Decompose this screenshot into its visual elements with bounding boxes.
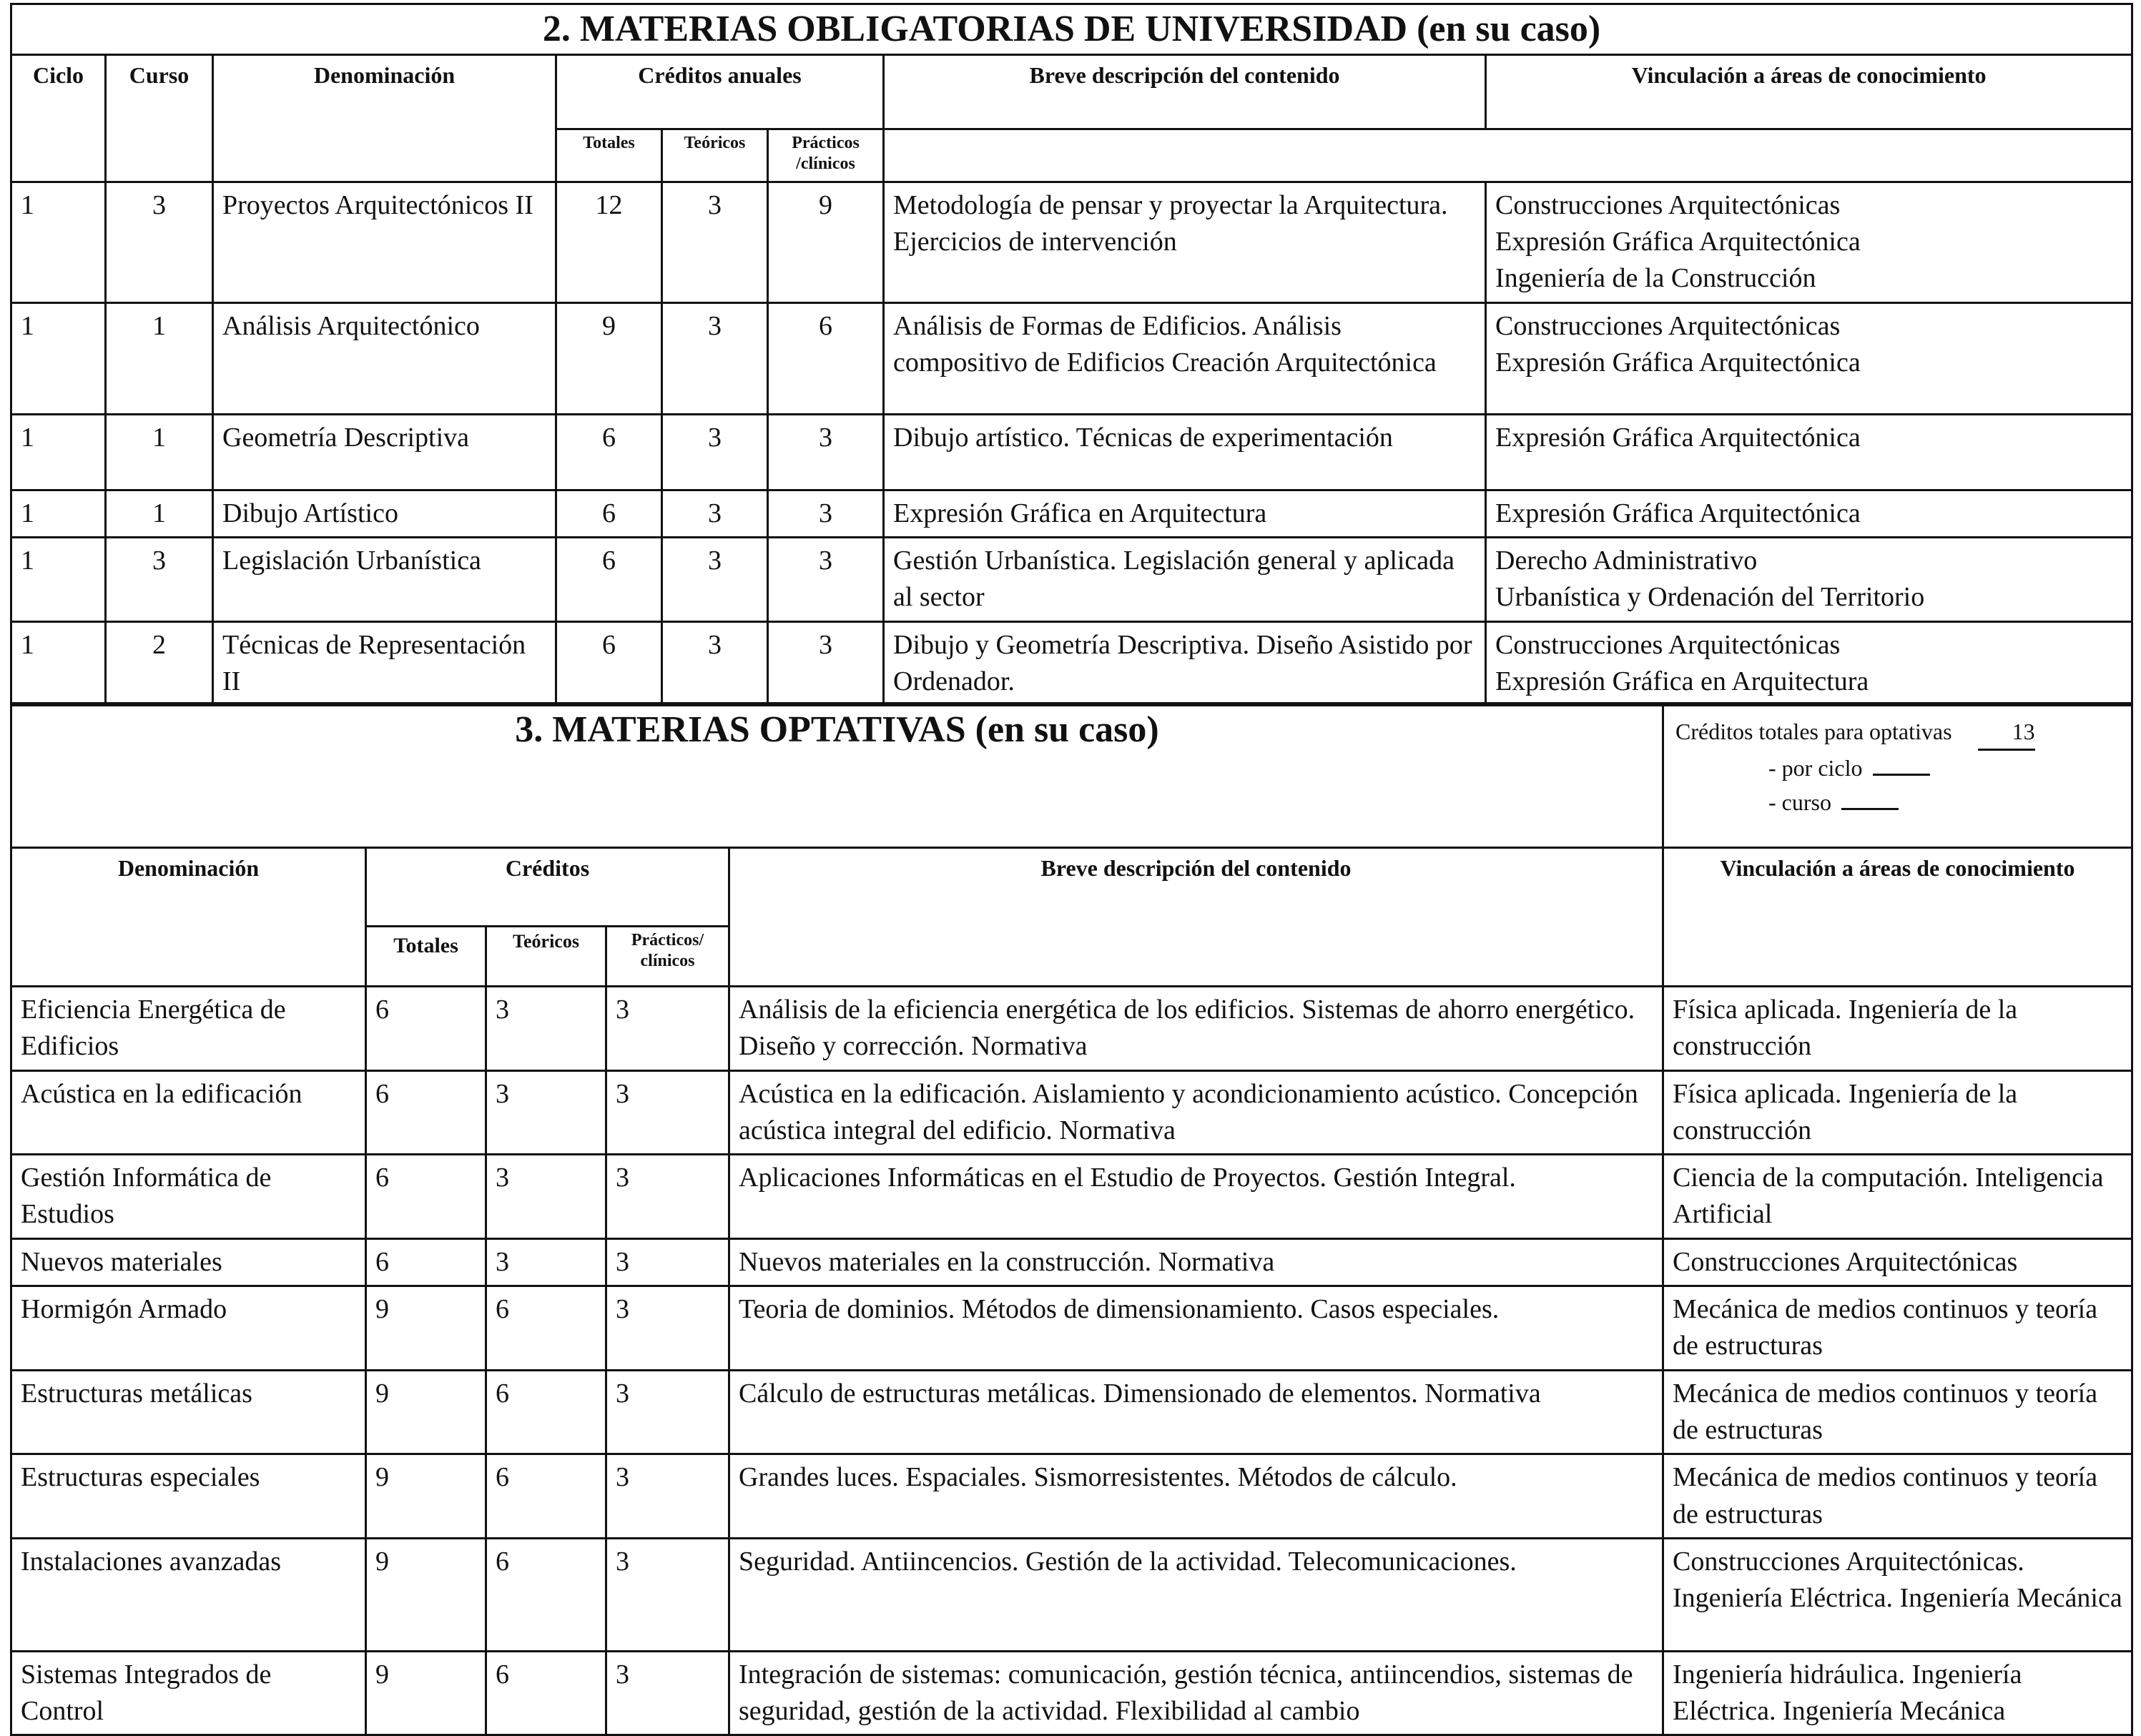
header-totales: Totales bbox=[366, 927, 486, 987]
table-row bbox=[11, 1370, 2132, 1454]
cell-totales: 9 bbox=[556, 302, 662, 414]
cell-vinculacion: Ciencia de la computación. Inteligencia Artificial bbox=[1663, 1155, 2132, 1239]
table-row bbox=[11, 987, 2132, 1071]
cell-totales: 6 bbox=[366, 1155, 486, 1239]
table-row bbox=[11, 182, 2132, 302]
cell-practicos: 3 bbox=[606, 1155, 729, 1239]
cell-practicos: 3 bbox=[768, 621, 884, 706]
area-line: Expresión Gráfica Arquitectónica bbox=[1495, 422, 1861, 453]
area-line: Ingeniería de la Construcción bbox=[1495, 263, 1816, 294]
cell-teoricos: 3 bbox=[486, 1238, 606, 1286]
cell-descripcion: Teoria de dominios. Métodos de dimensionamiento. Casos especiales. bbox=[729, 1286, 1663, 1371]
cell-practicos: 3 bbox=[606, 1238, 729, 1286]
cell-practicos: 3 bbox=[606, 1286, 729, 1371]
header-vinculacion: Vinculación a áreas de conocimiento bbox=[1663, 848, 2132, 987]
cell-denominacion: Instalaciones avanzadas bbox=[11, 1538, 366, 1651]
cell-teoricos: 3 bbox=[486, 1070, 606, 1155]
cell-practicos: 3 bbox=[606, 1370, 729, 1454]
cell-ciclo: 1 bbox=[11, 621, 106, 706]
optativas-credits-box bbox=[1663, 704, 2132, 848]
cell-denominacion: Técnicas de Representación II bbox=[213, 621, 556, 706]
cell-totales: 9 bbox=[366, 1651, 486, 1735]
cell-totales: 9 bbox=[366, 1454, 486, 1539]
cell-curso: 1 bbox=[106, 414, 213, 490]
cell-denominacion: Proyectos Arquitectónicos II bbox=[213, 182, 556, 302]
area-line: Expresión Gráfica Arquitectónica bbox=[1495, 347, 1861, 378]
optativas-total-label: Créditos totales para optativas bbox=[1675, 719, 1952, 744]
cell-descripcion: Análisis de Formas de Edificios. Análisis compositivo de Edificios Creación Arquitectónica bbox=[884, 302, 1486, 414]
cell-totales: 6 bbox=[366, 987, 486, 1071]
ciclo-blank bbox=[1873, 751, 1930, 776]
cell-vinculacion: Construcciones Arquitectónicas. Ingeniería Eléctrica. Ingeniería Mecánica bbox=[1663, 1538, 2132, 1651]
cell-practicos: 3 bbox=[606, 1070, 729, 1155]
header-curso: Curso bbox=[106, 54, 213, 182]
cell-totales: 6 bbox=[366, 1070, 486, 1155]
area-line: Expresión Gráfica Arquitectónica bbox=[1495, 498, 1861, 528]
cell-practicos: 3 bbox=[768, 537, 884, 621]
section3-title: 3. MATERIAS OPTATIVAS (en su caso) bbox=[11, 704, 1663, 848]
cell-denominacion: Nuevos materiales bbox=[11, 1238, 366, 1286]
table-row bbox=[11, 1155, 2132, 1239]
header-blank bbox=[884, 129, 2132, 182]
header-descripcion: Breve descripción del contenido bbox=[729, 848, 1663, 987]
cell-vinculacion bbox=[1486, 490, 2132, 537]
cell-vinculacion bbox=[1486, 182, 2132, 302]
table-row bbox=[11, 490, 2132, 537]
cell-denominacion: Estructuras especiales bbox=[11, 1454, 366, 1539]
table-row bbox=[11, 1238, 2132, 1286]
cell-curso: 1 bbox=[106, 302, 213, 414]
cell-totales: 6 bbox=[556, 490, 662, 537]
header-totales: Totales bbox=[556, 129, 662, 182]
header-teoricos: Teóricos bbox=[662, 129, 768, 182]
cell-practicos: 3 bbox=[606, 987, 729, 1071]
curso-blank bbox=[1841, 785, 1899, 810]
cell-descripcion: Análisis de la eficiencia energética de los edificios. Sistemas de ahorro energético. Diseño y corrección. Normativa bbox=[729, 987, 1663, 1071]
cell-descripcion: Aplicaciones Informáticas en el Estudio de Proyectos. Gestión Integral. bbox=[729, 1155, 1663, 1239]
cell-vinculacion bbox=[1486, 621, 2132, 706]
cell-denominacion: Hormigón Armado bbox=[11, 1286, 366, 1371]
cell-teoricos: 3 bbox=[486, 987, 606, 1071]
optativas-curso-label: - curso bbox=[1768, 789, 1831, 815]
cell-practicos: 3 bbox=[606, 1454, 729, 1539]
cell-practicos: 3 bbox=[606, 1538, 729, 1651]
header-denominacion: Denominación bbox=[11, 848, 366, 987]
materias-obligatorias-table bbox=[10, 3, 2133, 706]
table-row bbox=[11, 414, 2132, 490]
cell-vinculacion: Construcciones Arquitectónicas bbox=[1663, 1238, 2132, 1286]
area-line: Expresión Gráfica Arquitectónica bbox=[1495, 227, 1861, 257]
cell-ciclo: 1 bbox=[11, 302, 106, 414]
cell-descripcion: Dibujo artístico. Técnicas de experimentación bbox=[884, 414, 1486, 490]
cell-teoricos: 6 bbox=[486, 1370, 606, 1454]
area-line: Expresión Gráfica en Arquitectura bbox=[1495, 666, 1869, 696]
cell-vinculacion bbox=[1486, 414, 2132, 490]
cell-teoricos: 6 bbox=[486, 1651, 606, 1735]
header-practicos: Prácticos/ clínicos bbox=[606, 927, 729, 987]
area-line: Construcciones Arquitectónicas bbox=[1495, 629, 1841, 660]
cell-teoricos: 6 bbox=[486, 1286, 606, 1371]
area-line: Construcciones Arquitectónicas bbox=[1495, 310, 1841, 341]
cell-ciclo: 1 bbox=[11, 490, 106, 537]
cell-vinculacion: Física aplicada. Ingeniería de la construcción bbox=[1663, 987, 2132, 1071]
cell-totales: 9 bbox=[366, 1370, 486, 1454]
table-row bbox=[11, 1651, 2132, 1735]
cell-teoricos: 3 bbox=[662, 537, 768, 621]
cell-practicos: 3 bbox=[606, 1651, 729, 1735]
table-row bbox=[11, 302, 2132, 414]
cell-vinculacion: Mecánica de medios continuos y teoría de estructuras bbox=[1663, 1370, 2132, 1454]
table-row bbox=[11, 1538, 2132, 1651]
cell-descripcion: Seguridad. Antiincencios. Gestión de la actividad. Telecomunicaciones. bbox=[729, 1538, 1663, 1651]
cell-ciclo: 1 bbox=[11, 537, 106, 621]
cell-totales: 6 bbox=[556, 537, 662, 621]
cell-curso: 2 bbox=[106, 621, 213, 706]
header-creditos-anuales: Créditos anuales bbox=[556, 54, 884, 129]
header-teoricos: Teóricos bbox=[486, 927, 606, 987]
header-vinculacion: Vinculación a áreas de conocimiento bbox=[1486, 54, 2132, 129]
header-ciclo: Ciclo bbox=[11, 54, 106, 182]
area-line: Construcciones Arquitectónicas bbox=[1495, 189, 1841, 220]
cell-curso: 1 bbox=[106, 490, 213, 537]
cell-descripcion: Cálculo de estructuras metálicas. Dimensionado de elementos. Normativa bbox=[729, 1370, 1663, 1454]
table-row bbox=[11, 1454, 2132, 1539]
cell-teoricos: 6 bbox=[486, 1538, 606, 1651]
cell-denominacion: Dibujo Artístico bbox=[213, 490, 556, 537]
header-creditos: Créditos bbox=[366, 848, 729, 927]
table-row bbox=[11, 537, 2132, 621]
cell-teoricos: 3 bbox=[662, 490, 768, 537]
cell-teoricos: 3 bbox=[662, 621, 768, 706]
cell-descripcion: Metodología de pensar y proyectar la Arquitectura. Ejercicios de intervención bbox=[884, 182, 1486, 302]
table-row bbox=[11, 1070, 2132, 1155]
cell-totales: 9 bbox=[366, 1538, 486, 1651]
cell-curso: 3 bbox=[106, 537, 213, 621]
cell-vinculacion bbox=[1486, 537, 2132, 621]
cell-teoricos: 6 bbox=[486, 1454, 606, 1539]
cell-totales: 6 bbox=[556, 414, 662, 490]
table-row bbox=[11, 1286, 2132, 1371]
cell-descripcion: Expresión Gráfica en Arquitectura bbox=[884, 490, 1486, 537]
cell-vinculacion: Física aplicada. Ingeniería de la construcción bbox=[1663, 1070, 2132, 1155]
cell-totales: 12 bbox=[556, 182, 662, 302]
cell-denominacion: Estructuras metálicas bbox=[11, 1370, 366, 1454]
area-line: Derecho Administrativo bbox=[1495, 545, 1758, 576]
cell-curso: 3 bbox=[106, 182, 213, 302]
header-denominacion: Denominación bbox=[213, 54, 556, 182]
cell-teoricos: 3 bbox=[662, 414, 768, 490]
cell-vinculacion: Ingeniería hidráulica. Ingeniería Eléctrica. Ingeniería Mecánica bbox=[1663, 1651, 2132, 1735]
cell-denominacion: Eficiencia Energética de Edificios bbox=[11, 987, 366, 1071]
cell-descripcion: Gestión Urbanística. Legislación general y aplicada al sector bbox=[884, 537, 1486, 621]
cell-ciclo: 1 bbox=[11, 182, 106, 302]
cell-teoricos: 3 bbox=[662, 182, 768, 302]
cell-descripcion: Grandes luces. Espaciales. Sismorresistentes. Métodos de cálculo. bbox=[729, 1454, 1663, 1539]
cell-denominacion: Acústica en la edificación bbox=[11, 1070, 366, 1155]
area-line: Urbanística y Ordenación del Territorio bbox=[1495, 582, 1925, 613]
cell-practicos: 3 bbox=[768, 490, 884, 537]
cell-vinculacion bbox=[1486, 302, 2132, 414]
cell-descripcion: Integración de sistemas: comunicación, gestión técnica, antiincendios, sistemas de seguridad, gestión de la actividad. Flexibilidad al cambio bbox=[729, 1651, 1663, 1735]
cell-totales: 9 bbox=[366, 1286, 486, 1371]
cell-descripcion: Nuevos materiales en la construcción. Normativa bbox=[729, 1238, 1663, 1286]
cell-descripcion: Acústica en la edificación. Aislamiento y acondicionamiento acústico. Concepción acústica integral del edificio. Normativa bbox=[729, 1070, 1663, 1155]
cell-vinculacion: Mecánica de medios continuos y teoría de estructuras bbox=[1663, 1454, 2132, 1539]
table-row bbox=[11, 621, 2132, 706]
cell-denominacion: Sistemas Integrados de Control bbox=[11, 1651, 366, 1735]
materias-optativas-table bbox=[10, 702, 2133, 1736]
cell-descripcion: Dibujo y Geometría Descriptiva. Diseño Asistido por Ordenador. bbox=[884, 621, 1486, 706]
cell-denominacion: Análisis Arquitectónico bbox=[213, 302, 556, 414]
cell-totales: 6 bbox=[556, 621, 662, 706]
header-practicos: Prácticos /clínicos bbox=[768, 129, 884, 182]
cell-totales: 6 bbox=[366, 1238, 486, 1286]
optativas-ciclo-label: - por ciclo bbox=[1768, 755, 1863, 781]
cell-ciclo: 1 bbox=[11, 414, 106, 490]
cell-teoricos: 3 bbox=[486, 1155, 606, 1239]
header-descripcion: Breve descripción del contenido bbox=[884, 54, 1486, 129]
cell-practicos: 6 bbox=[768, 302, 884, 414]
section2-title: 2. MATERIAS OBLIGATORIAS DE UNIVERSIDAD (en su caso) bbox=[11, 4, 2132, 55]
cell-denominacion: Geometría Descriptiva bbox=[213, 414, 556, 490]
cell-teoricos: 3 bbox=[662, 302, 768, 414]
cell-denominacion: Legislación Urbanística bbox=[213, 537, 556, 621]
cell-practicos: 9 bbox=[768, 182, 884, 302]
cell-practicos: 3 bbox=[768, 414, 884, 490]
optativas-total-value: 13 bbox=[1978, 714, 2035, 751]
cell-vinculacion: Mecánica de medios continuos y teoría de estructuras bbox=[1663, 1286, 2132, 1371]
cell-denominacion: Gestión Informática de Estudios bbox=[11, 1155, 366, 1239]
